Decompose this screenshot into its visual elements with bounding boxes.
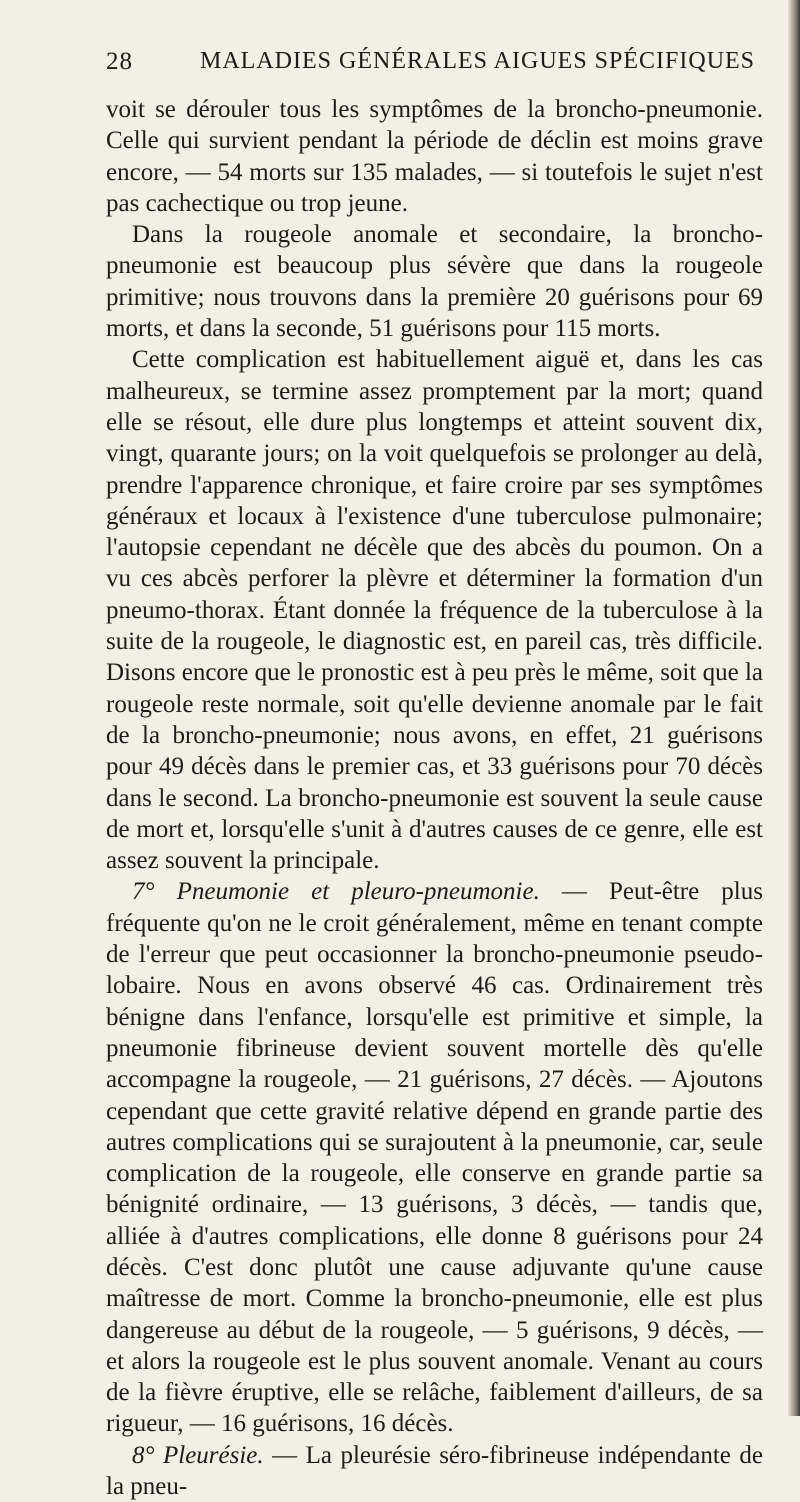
paragraph-3: Cette complication est habituellement aiguë et, dans les cas malheureux, se termine assez promptement par la mort; quand elle se résout, elle dure plus longtemps et atteint souvent dix, vingt, quarante jours; on la voit quelquefois se prolonger au delà, prendre l'apparence chronique, et faire croire par ses symptômes généraux et locaux à l'existence d'une tuberculose pulmonaire; l'autopsie cependant ne décèle que des abcès du poumon. On a vu ces abcès perforer la plèvre et déterminer la formation d'un pneumo-thorax. Étant donnée la fréquence de la tuberculose à la suite de la rougeole, le diagnostic est, en pareil cas, très difficile. Disons encore que le pronostic est à peu près le même, soit que la rougeole reste normale, soit qu'elle devienne anomale par le fait de la broncho-pneumonie; nous avons, en effet, 21 guérisons pour 49 décès dans le premier cas, et 33 guérisons pour 70 décès dans le second. La broncho-pneumonie est souvent la seule cause de mort et, lorsqu'elle s'unit à d'autres causes de ce genre, elle est assez souvent la principale. [106, 346, 763, 875]
body-text [106, 94, 763, 1502]
paragraph-pleuresie-text: — La pleurésie séro-fibrineuse indépendante de la pneu- [106, 1441, 763, 1501]
paragraph-1: voit se dérouler tous les symptômes de la broncho-pneumonie. Celle qui survient pendant la période de déclin est moins grave encore, — 54 morts sur 135 malades, — si toutefois le sujet n'est pas cachectique ou trop jeune. [106, 96, 763, 217]
page-number: 28 [106, 48, 133, 75]
page-edge-shadow [788, 0, 800, 1416]
page-header [0, 48, 800, 82]
section-heading-pleuresie: 8° Pleurésie. [132, 1441, 264, 1469]
running-title: MALADIES GÉNÉRALES AIGUES SPÉCIFIQUES [200, 48, 756, 74]
paragraph-pleuresie [106, 1440, 763, 1502]
paragraph-2: Dans la rougeole anomale et secondaire, la broncho-pneumonie est beaucoup plus sévère que dans la rougeole primitive; nous trouvons dans la première 20 guérisons pour 69 morts, et dans la seconde, 51 guérisons pour 115 morts. [106, 221, 763, 343]
paragraph-pneumonie [106, 876, 763, 1439]
paragraph-pneumonie-text: — Peut-être plus fréquente qu'on ne le croit généralement, même en tenant compte de l'erreur que peut occasionner la broncho-pneumonie pseudo-lobaire. Nous en avons observé 46 cas. Ordinairement très bénigne dans l'enfance, lorsqu'elle est primitive et simple, la pneumonie fibrineuse devient souvent mortelle dès qu'elle accompagne la rougeole, — 21 guérisons, 27 décès. — Ajoutons cependant que cette gravité relative dépend en grande partie des autres complications qui se surajoutent à la pneumonie, car, seule complication de la rougeole, elle conserve en grande partie sa bénignité ordinaire, — 13 guérisons, 3 décès, — tandis que, alliée à d'autres complications, elle donne 8 guérisons pour 24 décès. C'est donc plutôt une cause adjuvante qu'une cause maîtresse de mort. Comme la broncho-pneumonie, elle est plus dangereuse au début de la rougeole, — 5 guérisons, 9 décès, — et alors la rougeole est le plus souvent anomale. Venant au cours de la fièvre éruptive, elle se relâche, faiblement d'ailleurs, de sa rigueur, — 16 guérisons, 16 décès. [106, 878, 763, 1438]
section-heading-pneumonie: 7° Pneumonie et pleuro-pneumonie. [132, 878, 540, 906]
